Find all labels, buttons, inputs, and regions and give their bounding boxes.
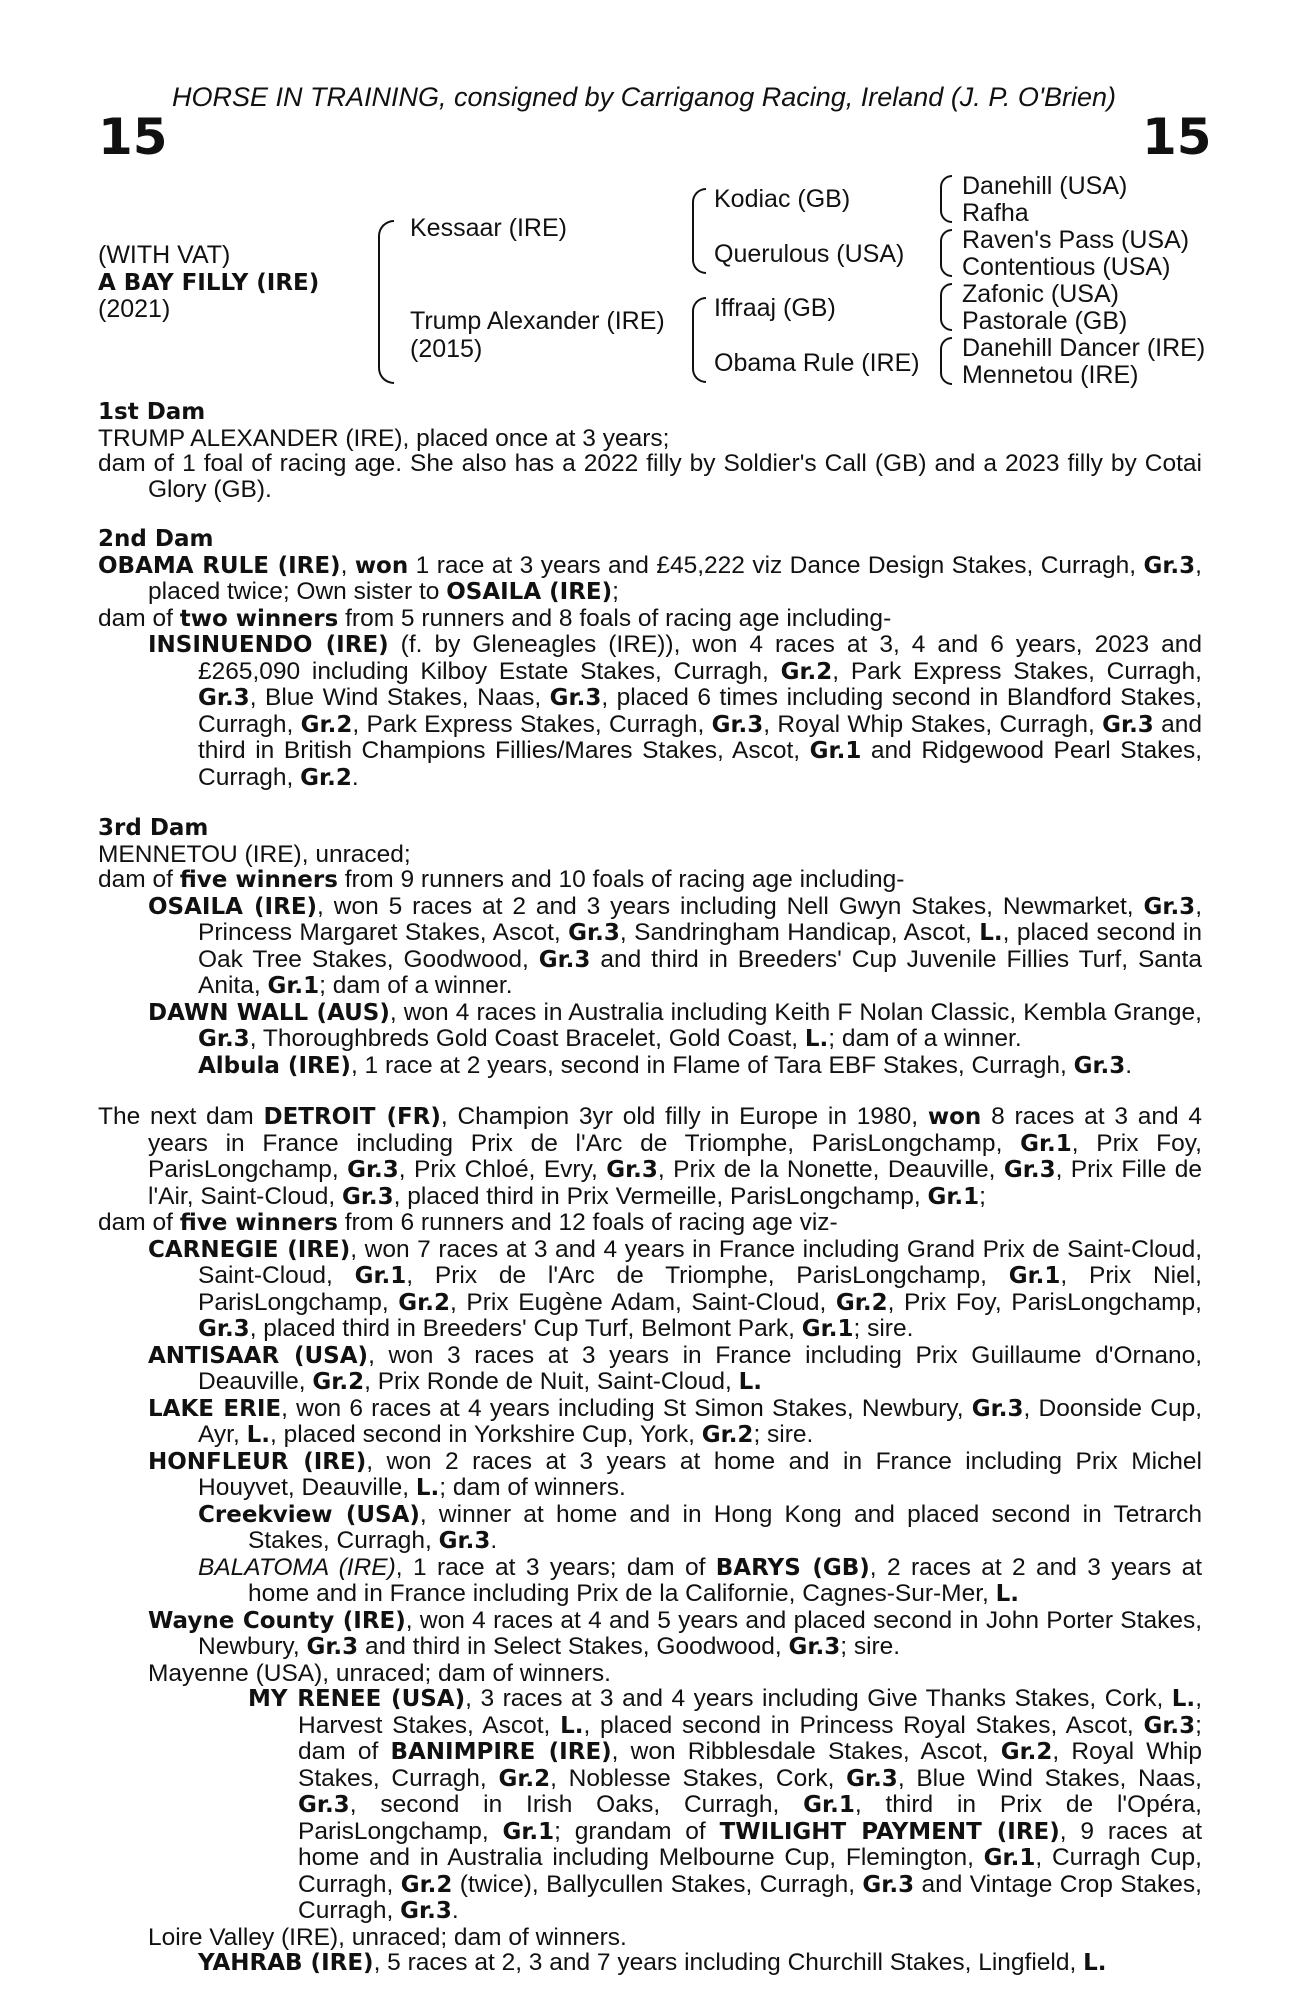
bold-run: Gr.2 (400, 1871, 453, 1898)
bold-run: Gr.1 (801, 1316, 854, 1342)
text-run: , Prix Fille de l'Air, Saint-Cloud, (148, 1156, 1202, 1210)
dam-year: (2015) (410, 335, 483, 363)
next-dam-produce-entry (98, 1237, 1202, 1343)
bold-run: L. (995, 1581, 1020, 1607)
brace-dd (940, 337, 952, 385)
bold-run: Gr.3 (347, 1157, 399, 1183)
bold-run: Gr.2 (835, 1289, 888, 1316)
text-run: , won 4 races at 4 and 5 years and placed second in John Porter Stakes, Newbury, (198, 1606, 1203, 1660)
text-run: , Prix Eugène Adam, Saint-Cloud, (449, 1288, 836, 1316)
text-run: ; dam of a winner. (828, 1025, 1022, 1052)
third-dam-produce-entry (98, 1000, 1202, 1053)
bold-run: Gr.3 (568, 920, 620, 946)
bold-run: Albula (IRE) (198, 1052, 351, 1079)
bold-run: Gr.2 (498, 1765, 551, 1792)
text-run: , Royal Whip Stakes, Curragh, (763, 710, 1103, 738)
bold-run: Gr.1 (983, 1845, 1036, 1871)
text-run: . (490, 1527, 498, 1554)
text-run: , placed second in Yorkshire Cup, York, (269, 1421, 702, 1448)
first-dam-heading: 1st Dam (98, 399, 206, 425)
text-run: , won 6 races at 4 years including St Simon Stakes, Newbury, (281, 1394, 972, 1422)
text-run: , 2 races at 2 and 3 years at home and in France including Prix de la Californie, Cagnes-Sur-Mer, (248, 1553, 1203, 1607)
bold-run: Gr.2 (312, 1369, 365, 1395)
brace-ss (940, 175, 952, 223)
bold-run: Gr.1 (809, 738, 862, 764)
bold-run: L. (246, 1422, 270, 1448)
text-run: , Prix Foy, ParisLongchamp, (148, 1129, 1202, 1183)
text-run: , third in Prix de l'Opéra, ParisLongchamp, (298, 1791, 1202, 1845)
text-run: , Sandringham Handicap, Ascot, (619, 919, 980, 946)
text-run: , 9 races at home and in Australia including Melbourne Cup, Flemington, (298, 1817, 1202, 1871)
bold-run: won (927, 1104, 982, 1130)
bold-run: Gr.3 (438, 1528, 491, 1554)
gg-dam-dam-sire: Danehill Dancer (IRE) (962, 334, 1206, 362)
bold-run: Gr.2 (300, 711, 353, 738)
bold-run: Gr.1 (803, 1792, 855, 1818)
bold-run: CARNEGIE (IRE) (148, 1236, 351, 1263)
bold-run: two winners (179, 605, 339, 632)
next-dam-entry (98, 1104, 1202, 1210)
text-run: , Prix Ronde de Nuit, Saint-Cloud, (364, 1368, 739, 1395)
text-run: , placed third in Prix Vermeille, ParisLongchamp, (393, 1182, 928, 1210)
bold-run: Gr.1 (927, 1183, 980, 1210)
gg-dam-dam-dam: Mennetou (IRE) (962, 361, 1139, 389)
text-run: and Ridgewood Pearl Stakes, Curragh, (198, 737, 1202, 791)
text-run: , placed second in Oak Tree Stakes, Goodwood, (198, 919, 1202, 973)
first-dam-line-1: TRUMP ALEXANDER (IRE), placed once at 3 years; (98, 424, 670, 452)
text-run: , won 4 races in Australia including Keith F Nolan Classic, Kembla Grange, (389, 998, 1202, 1026)
bold-run: INSINUENDO (IRE) (148, 632, 389, 658)
bold-run: Gr.2 (1000, 1739, 1053, 1765)
text-run: from 5 runners and 8 foals of racing age including- (338, 604, 892, 632)
text-run: (twice), Ballycullen Stakes, Curragh, (452, 1870, 863, 1898)
text-run: , won Ribblesdale Stakes, Ascot, (611, 1738, 1001, 1765)
gg-sire-sire-dam: Rafha (962, 199, 1029, 227)
bold-run: Gr.3 (341, 1183, 394, 1210)
text-run: ; sire. (753, 1421, 814, 1448)
text-run: ; dam of a winner. (319, 972, 513, 999)
next-dam-produce-entry (98, 1608, 1202, 1661)
sire-dam: Querulous (USA) (714, 240, 905, 268)
text-run: , Curragh Cup, Curragh, (298, 1844, 1202, 1898)
bold-run: OSAILA (IRE) (446, 579, 613, 605)
vat-label: (WITH VAT) (98, 241, 231, 269)
bold-run: Gr.3 (862, 1871, 915, 1898)
bold-run: YAHRAB (IRE) (198, 1950, 374, 1976)
bold-run: BANIMPIRE (IRE) (390, 1739, 612, 1765)
text-run: , 1 race at 3 years; dam of (395, 1553, 716, 1581)
bold-run: Gr.3 (298, 1792, 350, 1818)
text-run: , Blue Wind Stakes, Naas, (249, 684, 550, 711)
text-run: and Vintage Crop Stakes, Curragh, (298, 1870, 1202, 1924)
text-run: , Doonside Cup, Ayr, (198, 1394, 1202, 1448)
text-run: , Thoroughbreds Gold Coast Bracelet, Gold Coast, (249, 1025, 805, 1052)
text-run: Mayenne (USA), unraced; dam of winners. (148, 1659, 611, 1687)
bold-run: Gr.3 (198, 1026, 250, 1052)
first-dam-line-2: dam of 1 foal of racing age. She also has a 2022 filly by Soldier's Call (GB) and a 2023 filly by Cotai Glory (GB). (98, 450, 1202, 503)
text-run: dam of (98, 1209, 180, 1236)
next-dam-produce-entry (98, 1661, 1202, 1687)
bold-run: LAKE ERIE (148, 1395, 282, 1422)
dam-dam: Obama Rule (IRE) (714, 349, 920, 377)
bold-run: HONFLEUR (IRE) (148, 1448, 367, 1475)
text-run: from 6 runners and 12 foals of racing age viz- (337, 1209, 838, 1236)
next-dam-produce-entry (98, 1396, 1202, 1449)
bold-run: Gr.1 (354, 1263, 407, 1289)
bold-run: L. (804, 1026, 829, 1052)
brace-sd (940, 229, 952, 277)
bold-run: Gr.3 (788, 1634, 841, 1660)
text-run: and third in British Champions Fillies/Mares Stakes, Ascot, (198, 710, 1202, 764)
bold-run: Gr.1 (267, 973, 320, 999)
bold-run: L. (979, 920, 1003, 946)
third-dam-produce-entry (98, 894, 1202, 1000)
text-run: ; (612, 578, 619, 605)
text-run: . (351, 763, 359, 791)
brace-dam (692, 297, 706, 383)
catalogue-body (98, 400, 1202, 1977)
next-dam-produce-entry (98, 1950, 1202, 1977)
bold-run: won (354, 552, 409, 579)
third-dam-produce-entry (98, 1053, 1202, 1080)
second-dam-produce-summary (98, 606, 1202, 633)
next-dam-produce-entry (98, 1555, 1202, 1608)
text-run: , won 5 races at 2 and 3 years including Nell Gwyn Stakes, Newmarket, (317, 892, 1144, 920)
text-run: dam of (98, 604, 180, 632)
bold-run: Gr.3 (1143, 1712, 1196, 1739)
text-run: , placed 6 times including second in Blandford Stakes, Curragh, (198, 684, 1203, 738)
bold-run: Gr.3 (1143, 552, 1196, 579)
bold-run: L. (415, 1475, 440, 1501)
brace-gen1 (378, 220, 394, 384)
bold-run: Gr.2 (701, 1422, 754, 1448)
bold-run: OSAILA (IRE) (148, 893, 318, 920)
text-run: 8 races at 3 and 4 years in France including Prix de l'Arc de Triomphe, ParisLongchamp, (148, 1103, 1202, 1157)
text-run: , Blue Wind Stakes, Naas, (897, 1764, 1202, 1792)
text-run: , Champion 3yr old filly in Europe in 1980, (440, 1103, 928, 1130)
bold-run: DAWN WALL (AUS) (148, 999, 390, 1026)
bold-run: BARYS (GB) (715, 1554, 870, 1581)
text-run: , placed twice; Own sister to (148, 551, 1202, 605)
bold-run: TWILIGHT PAYMENT (IRE) (719, 1818, 1060, 1845)
sire-name: Kessaar (IRE) (410, 214, 567, 242)
brace-sire (692, 188, 706, 274)
text-run: , Noblesse Stakes, Cork, (550, 1764, 847, 1792)
text-run: ; sire. (840, 1633, 901, 1660)
text-run: , Prix de l'Arc de Triomphe, ParisLongchamp, (406, 1262, 1009, 1289)
text-run: , Prix Foy, ParisLongchamp, (887, 1288, 1202, 1316)
second-dam-entry (98, 553, 1202, 606)
text-run: , won 3 races at 3 years in France including Prix Guillaume d'Ornano, Deauville, (198, 1341, 1202, 1395)
text-run: , 1 race at 2 years, second in Flame of Tara EBF Stakes, Curragh, (350, 1051, 1074, 1079)
text-run: ; (979, 1182, 986, 1210)
text-run: , Prix Chloé, Evry, (398, 1156, 607, 1183)
bold-run: L. (1171, 1686, 1196, 1712)
text-run: . (1125, 1051, 1133, 1079)
text-run: Loire Valley (IRE), unraced; dam of winners. (148, 1923, 627, 1951)
bold-run: Gr.2 (300, 764, 352, 791)
bold-run: Gr.3 (711, 711, 764, 738)
bold-run: Gr.3 (1143, 893, 1196, 920)
bold-run: L. (738, 1369, 762, 1395)
sire-sire: Kodiac (GB) (714, 185, 851, 213)
text-run: ; dam of (298, 1711, 1202, 1765)
text-run: and third in Breeders' Cup Juvenile Fillies Turf, Santa Anita, (198, 945, 1202, 999)
text-run: , placed third in Breeders' Cup Turf, Belmont Park, (249, 1315, 802, 1342)
text-run: , (340, 551, 355, 579)
bold-run: Creekview (USA) (198, 1501, 420, 1528)
text-run: dam of (98, 866, 180, 893)
next-dam-produce-entry (98, 1449, 1202, 1502)
text-run: , 3 races at 3 and 4 years including Give Thanks Stakes, Cork, (465, 1685, 1172, 1712)
text-run: ; dam of winners. (439, 1474, 626, 1501)
next-dam-produce-entry (98, 1686, 1202, 1925)
bold-run: Gr.2 (398, 1289, 450, 1316)
horse-name: A BAY FILLY (IRE) (98, 270, 320, 296)
gg-sire-sire-sire: Danehill (USA) (962, 172, 1128, 200)
second-dam-produce-entry (98, 632, 1202, 791)
text-run: ; grandam of (554, 1817, 720, 1845)
text-run: , Park Express Stakes, Curragh, (352, 710, 712, 738)
text-run: , won 2 races at 3 years at home and in France including Prix Michel Houyvet, Deauville, (198, 1447, 1202, 1501)
dam-name: Trump Alexander (IRE) (410, 307, 665, 335)
second-dam-heading: 2nd Dam (98, 526, 214, 552)
foaling-year: (2021) (98, 295, 171, 323)
next-dam-produce-entry (98, 1502, 1202, 1555)
gg-dam-sire-dam: Pastorale (GB) (962, 307, 1128, 335)
italic-run: BALATOMA (IRE) (198, 1553, 396, 1581)
bold-run: L. (1083, 1950, 1107, 1976)
text-run: , 5 races at 2, 3 and 7 years including Churchill Stakes, Lingfield, (373, 1949, 1084, 1976)
text-run: , placed second in Princess Royal Stakes, Ascot, (583, 1711, 1144, 1739)
lot-number-right: 15 (1142, 108, 1212, 166)
bold-run: Gr.3 (198, 685, 250, 711)
bold-run: Gr.3 (1073, 1052, 1126, 1079)
text-run: , Royal Whip Stakes, Curragh, (298, 1738, 1202, 1792)
text-run: , Harvest Stakes, Ascot, (298, 1685, 1202, 1739)
gg-sire-dam-sire: Raven's Pass (USA) (962, 226, 1190, 254)
bold-run: OBAMA RULE (IRE) (98, 552, 341, 579)
text-run: , Prix de la Nonette, Deauville, (657, 1156, 1004, 1183)
bold-run: Gr.3 (606, 1157, 658, 1183)
bold-run: Gr.1 (502, 1818, 555, 1845)
bold-run: Gr.3 (1003, 1157, 1056, 1183)
bold-run: MY RENEE (USA) (248, 1686, 466, 1712)
text-run: , Princess Margaret Stakes, Ascot, (198, 892, 1202, 946)
text-run: , Park Express Stakes, Curragh, (832, 657, 1202, 685)
text-run: The next dam (98, 1103, 264, 1130)
bold-run: Gr.2 (780, 658, 833, 685)
bold-run: Gr.3 (538, 946, 591, 973)
bold-run: Gr.3 (1102, 711, 1154, 738)
text-run: . (451, 1897, 459, 1924)
dam-sire: Iffraaj (GB) (714, 294, 836, 322)
bold-run: five winners (179, 1210, 338, 1236)
bold-run: L. (560, 1712, 584, 1739)
bold-run: Gr.3 (971, 1395, 1024, 1422)
next-dam-produce-entry (98, 1925, 1202, 1951)
bold-run: DETROIT (FR) (263, 1104, 441, 1130)
gg-sire-dam-dam: Contentious (USA) (962, 253, 1171, 281)
gg-dam-sire-sire: Zafonic (USA) (962, 280, 1119, 308)
third-dam-heading: 3rd Dam (98, 815, 209, 841)
consignment-line: HORSE IN TRAINING, consigned by Carriganog Racing, Ireland (J. P. O'Brien) (172, 82, 1117, 112)
text-run: , winner at home and in Hong Kong and placed second in Tetrarch Stakes, Curragh, (248, 1500, 1203, 1554)
text-run: , won 7 races at 3 and 4 years in France including Grand Prix de Saint-Cloud, Saint-Cloud, (198, 1235, 1203, 1289)
bold-run: Gr.1 (1008, 1263, 1061, 1289)
bold-run: Gr.3 (549, 685, 602, 711)
bold-run: five winners (179, 867, 338, 893)
bold-run: Gr.3 (198, 1316, 250, 1342)
next-dam-produce-summary (98, 1210, 1202, 1237)
next-dam-produce-entry (98, 1343, 1202, 1396)
third-dam-produce-summary (98, 867, 1202, 894)
text-run: from 9 runners and 10 foals of racing age including- (337, 866, 905, 893)
text-run: and third in Select Stakes, Goodwood, (358, 1633, 789, 1660)
bold-run: Gr.3 (846, 1765, 898, 1792)
text-run: , second in Irish Oaks, Curragh, (349, 1791, 804, 1818)
bold-run: Gr.1 (1020, 1130, 1072, 1157)
text-run: , Prix Niel, ParisLongchamp, (198, 1262, 1202, 1316)
text-run: ; sire. (853, 1315, 914, 1342)
third-dam-entry (98, 842, 1202, 868)
bold-run: ANTISAAR (USA) (148, 1342, 369, 1369)
bold-run: Gr.3 (400, 1898, 452, 1924)
bold-run: Wayne County (IRE) (148, 1607, 406, 1634)
text-run: (f. by Gleneagles (IRE)), won 4 races at 3, 4 and 6 years, 2023 and £265,090 including Kilboy Estate Stakes, Curragh, (198, 631, 1202, 685)
lot-number-left: 15 (98, 108, 168, 166)
text-run: 1 race at 3 years and £45,222 viz Dance Design Stakes, Curragh, (408, 551, 1144, 579)
text-run: MENNETOU (IRE), unraced; (98, 840, 411, 868)
bold-run: Gr.3 (306, 1634, 359, 1660)
brace-ds (940, 283, 952, 331)
